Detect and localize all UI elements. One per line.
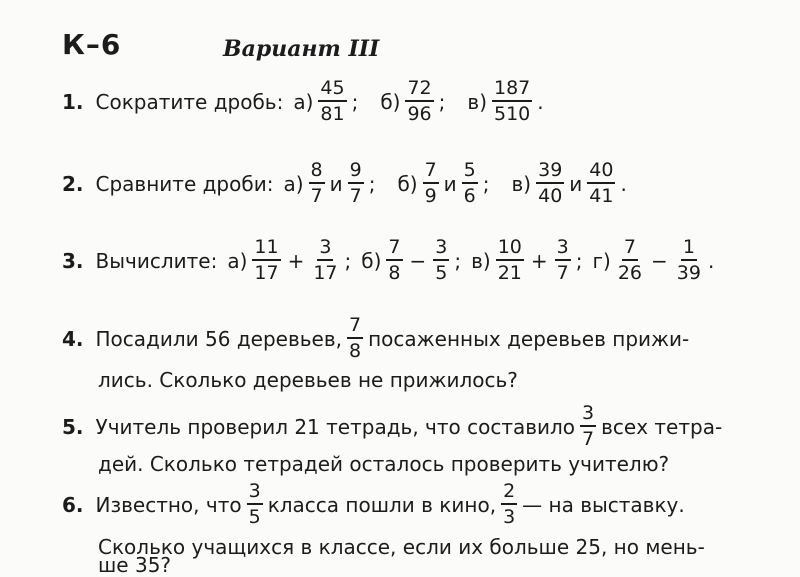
fraction: $\frac{45}{81}$ bbox=[320, 77, 345, 125]
separator: ; bbox=[454, 248, 462, 273]
fraction: $\frac{72}{96}$ bbox=[407, 77, 432, 125]
task-4-line-2: лись. Сколько деревьев не прижилось? bbox=[98, 368, 518, 392]
conjunction: и bbox=[329, 171, 343, 196]
task-text: Сократите дробь: bbox=[95, 89, 284, 114]
fraction: $\frac{7}{8}$ bbox=[348, 314, 362, 362]
variant-title: Вариант III bbox=[223, 36, 380, 62]
task-number: 3. bbox=[62, 248, 84, 273]
task-number: 1. bbox=[62, 89, 84, 114]
task-text: Сравните дроби: bbox=[95, 171, 274, 196]
separator: . bbox=[707, 248, 715, 273]
task-text: Посадили 56 деревьев, bbox=[95, 326, 342, 351]
fraction: $\frac{187}{510}$ bbox=[494, 77, 531, 125]
task-6 bbox=[62, 482, 685, 527]
fraction: $\frac{7}{8}$ bbox=[388, 236, 401, 284]
fraction: $\frac{3}{17}$ bbox=[313, 236, 338, 284]
fraction: $\frac{3}{7}$ bbox=[556, 236, 569, 284]
fraction: $\frac{1}{39}$ bbox=[676, 236, 701, 284]
task-text: Учитель проверил 21 тетрадь, что составило bbox=[95, 414, 576, 439]
worksheet-code: К–6 bbox=[62, 28, 122, 61]
task-text: Вычислите: bbox=[95, 248, 218, 273]
option-label: б) bbox=[397, 171, 418, 196]
task-text: всех тетра- bbox=[601, 414, 723, 439]
operator: − bbox=[651, 248, 668, 273]
option-label: в) bbox=[467, 89, 487, 114]
separator: . bbox=[537, 89, 544, 114]
fraction: $\frac{11}{17}$ bbox=[254, 236, 279, 284]
option-label: а) bbox=[293, 89, 314, 114]
fraction: $\frac{3}{7}$ bbox=[582, 402, 595, 450]
separator: ; bbox=[575, 248, 583, 273]
option-label: а) bbox=[227, 248, 248, 273]
task-text: Известно, что bbox=[95, 492, 242, 517]
conjunction: и bbox=[443, 171, 457, 196]
task-text: посаженных деревьев прижи- bbox=[368, 326, 690, 351]
separator: ; bbox=[351, 89, 359, 114]
fraction: $\frac{5}{6}$ bbox=[463, 159, 476, 207]
task-number: 5. bbox=[62, 414, 84, 439]
task-number: 2. bbox=[62, 171, 84, 196]
task-number: 4. bbox=[62, 326, 84, 351]
fraction: $\frac{8}{7}$ bbox=[310, 159, 323, 207]
fraction: $\frac{7}{26}$ bbox=[617, 236, 642, 284]
task-1 bbox=[62, 79, 544, 124]
operator: + bbox=[530, 248, 548, 273]
task-5 bbox=[62, 404, 722, 449]
option-label: г) bbox=[592, 248, 611, 273]
operator: + bbox=[287, 248, 305, 273]
separator: ; bbox=[482, 171, 490, 196]
task-6-line-3: ше 35? bbox=[98, 553, 172, 577]
task-3 bbox=[62, 238, 714, 283]
separator: ; bbox=[344, 248, 352, 273]
option-label: а) bbox=[283, 171, 304, 196]
fraction: $\frac{3}{5}$ bbox=[435, 236, 448, 284]
task-6-line-2: Сколько учащихся в классе, если их больше 25, но мень- bbox=[98, 535, 705, 559]
separator: ; bbox=[368, 171, 376, 196]
separator: ; bbox=[438, 89, 446, 114]
conjunction: и bbox=[569, 171, 583, 196]
fraction: $\frac{2}{3}$ bbox=[503, 480, 516, 528]
option-label: в) bbox=[471, 248, 491, 273]
task-4 bbox=[62, 316, 689, 361]
option-label: б) bbox=[380, 89, 401, 114]
fraction: $\frac{39}{40}$ bbox=[538, 159, 563, 207]
task-number: 6. bbox=[62, 492, 84, 517]
option-label: б) bbox=[361, 248, 382, 273]
task-2 bbox=[62, 161, 627, 206]
task-5-line-2: дей. Сколько тетрадей осталось проверить учителю? bbox=[98, 452, 670, 476]
task-text: класса пошли в кино, bbox=[267, 492, 497, 517]
task-text: — на выставку. bbox=[522, 492, 685, 517]
fraction: $\frac{9}{7}$ bbox=[349, 159, 362, 207]
fraction: $\frac{7}{9}$ bbox=[424, 159, 437, 207]
fraction: $\frac{40}{41}$ bbox=[589, 159, 614, 207]
option-label: в) bbox=[511, 171, 532, 196]
separator: . bbox=[620, 171, 627, 196]
fraction: $\frac{10}{21}$ bbox=[497, 236, 522, 284]
fraction: $\frac{3}{5}$ bbox=[248, 480, 261, 528]
operator: − bbox=[409, 248, 427, 273]
